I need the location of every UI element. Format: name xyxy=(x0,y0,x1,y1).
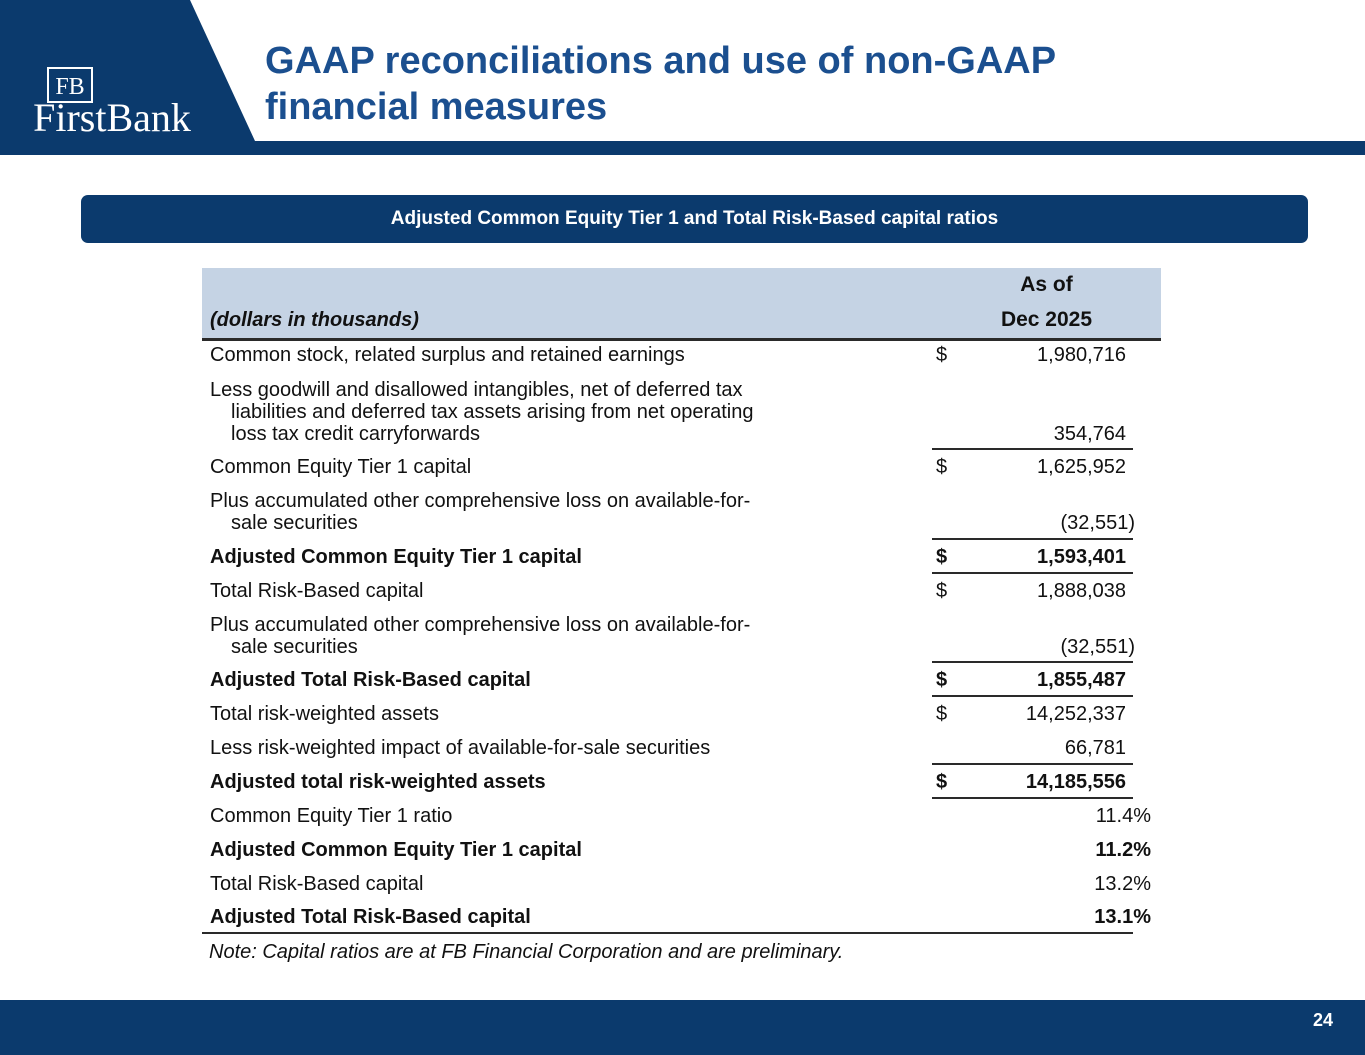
footnote: Note: Capital ratios are at FB Financial Corporation and are preliminary. xyxy=(209,941,844,963)
row-label: Plus accumulated other comprehensive loss on available-for- sale securities xyxy=(210,490,751,534)
row-value: 1,888,038 xyxy=(1037,580,1126,602)
row-value: 1,593,401 xyxy=(1037,546,1126,568)
row-label: Total risk-weighted assets xyxy=(210,703,439,725)
row-value: 66,781 xyxy=(1064,737,1126,759)
logo-panel xyxy=(0,0,262,158)
footer-bar xyxy=(0,1000,1365,1055)
row-value: 354,764 xyxy=(1053,423,1126,445)
row-label: Less goodwill and disallowed intangibles, net of deferred tax liabilities and deferred tax assets arising from net operating loss tax credit carryforwards xyxy=(210,379,754,445)
page-number: 24 xyxy=(1312,1010,1333,1030)
row-label: Adjusted Total Risk-Based capital xyxy=(210,906,531,928)
currency-symbol: $ xyxy=(936,703,948,725)
row-label: Less risk-weighted impact of available-for-sale securities xyxy=(210,737,711,759)
row-value: 14,252,337 xyxy=(1025,703,1126,725)
row-label: Adjusted Common Equity Tier 1 capital xyxy=(210,546,582,568)
subtotal-rule xyxy=(932,448,1133,450)
row-label: Total Risk-Based capital xyxy=(210,580,424,602)
title-line-2: financial measures xyxy=(265,86,608,128)
subtotal-rule xyxy=(932,572,1133,574)
currency-symbol: $ xyxy=(936,344,948,366)
row-label: Common Equity Tier 1 ratio xyxy=(210,805,453,827)
row-label: Common Equity Tier 1 capital xyxy=(210,456,472,478)
row-value: (32,551) xyxy=(1060,512,1135,534)
row-value: (32,551) xyxy=(1060,636,1135,658)
logo-monogram: FB xyxy=(55,74,85,100)
subtotal-rule xyxy=(932,661,1133,663)
page-title xyxy=(265,38,1265,130)
row-value: 11.2% xyxy=(1095,839,1151,861)
row-label: Adjusted Total Risk-Based capital xyxy=(210,669,531,691)
column-header-asof: As of xyxy=(1020,273,1073,296)
row-value: 14,185,556 xyxy=(1025,771,1126,793)
row-value: 13.1% xyxy=(1094,906,1151,928)
header-underline xyxy=(202,338,1161,341)
capital-ratio-table xyxy=(202,268,1161,928)
section-banner: Adjusted Common Equity Tier 1 and Total Risk-Based capital ratios xyxy=(81,195,1308,243)
subtotal-rule xyxy=(932,538,1133,540)
units-label: (dollars in thousands) xyxy=(210,309,419,331)
logo-wordmark: FirstBank xyxy=(33,95,191,140)
row-value: 1,855,487 xyxy=(1037,669,1126,691)
row-label: Adjusted Common Equity Tier 1 capital xyxy=(210,839,582,861)
row-label: Total Risk-Based capital xyxy=(210,873,424,895)
currency-symbol: $ xyxy=(936,456,948,478)
subtotal-rule xyxy=(932,763,1133,765)
header-rule xyxy=(0,141,1365,155)
row-value: 1,625,952 xyxy=(1037,456,1126,478)
table-header xyxy=(202,268,1161,338)
row-label: Common stock, related surplus and retained earnings xyxy=(210,344,685,366)
column-header-date: Dec 2025 xyxy=(1000,308,1093,331)
currency-symbol: $ xyxy=(936,546,948,568)
currency-symbol: $ xyxy=(936,771,948,793)
row-value: 13.2% xyxy=(1094,873,1151,895)
row-label: Plus accumulated other comprehensive loss on available-for- sale securities xyxy=(210,614,751,658)
subtotal-rule xyxy=(932,695,1133,697)
subtotal-rule xyxy=(932,797,1133,799)
currency-symbol: $ xyxy=(936,669,948,691)
title-line-1: GAAP reconciliations and use of non-GAAP xyxy=(265,40,1057,82)
row-label: Adjusted total risk-weighted assets xyxy=(210,771,546,793)
table-bottom-rule xyxy=(202,932,1133,934)
row-value: 11.4% xyxy=(1095,805,1151,827)
currency-symbol: $ xyxy=(936,580,948,602)
row-value: 1,980,716 xyxy=(1037,344,1126,366)
